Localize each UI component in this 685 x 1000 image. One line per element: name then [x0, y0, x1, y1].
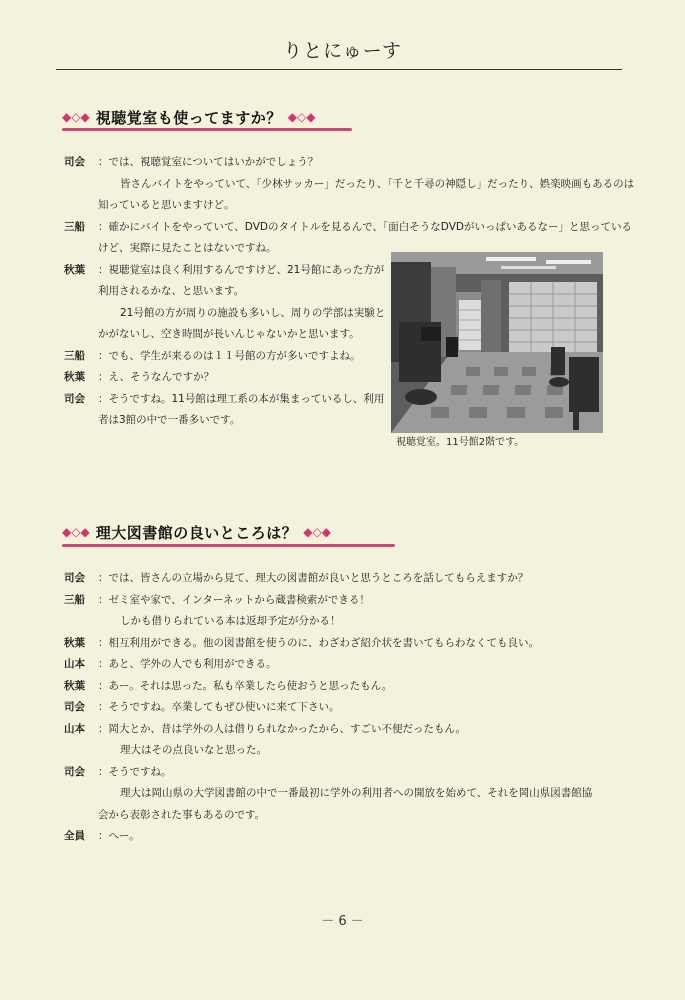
page-header-title: りとにゅーす	[283, 40, 402, 62]
dialogue-line	[64, 783, 634, 805]
speaker-name: 司会	[64, 572, 85, 584]
diamond-filled-icon: ◆	[321, 525, 331, 539]
speaker-name: 司会	[64, 392, 85, 405]
section-underline	[62, 544, 395, 547]
diamond-outline-icon: ◇	[71, 525, 81, 539]
dialogue-line	[64, 654, 634, 676]
dialogue-text: ：では、皆さんの立場から見て、理大の図書館が良いと思うところを話してもらえますか？	[98, 572, 529, 584]
diamond-filled-icon: ◆	[287, 110, 297, 124]
dialogue-text: 理大はその点良いなと思った。	[120, 744, 267, 756]
dialogue-text: 知っていると思いますけど。	[98, 199, 235, 211]
dialogue-text: ：へー。	[98, 830, 140, 842]
dialogue-text: 会から表彰された事もあるのです。	[98, 808, 266, 821]
dialogue-text: ：そうですね。	[98, 765, 172, 778]
section-title: 視聴覚室も使ってますか？	[95, 108, 282, 127]
speaker-name: 司会	[64, 765, 85, 778]
diamond-outline-icon: ◇	[312, 525, 322, 539]
dialogue-line	[64, 217, 632, 239]
diamond-filled-icon: ◆	[62, 525, 72, 539]
header-rule	[56, 69, 622, 70]
dialogue-line	[64, 152, 624, 174]
dialogue-line	[64, 590, 634, 612]
dialogue-line	[64, 719, 634, 741]
dialogue-text: 者は3館の中で一番多いです。	[98, 414, 241, 426]
section-title: 理大図書館の良いところは？	[95, 523, 298, 542]
diamond-filled-icon: ◆	[306, 110, 316, 124]
speaker-name: 三船	[64, 220, 85, 233]
section-heading-1	[62, 105, 362, 133]
dialogue-text: 皆さんバイトをやっていて、「少林サッカー」だったり、「千と千尋の神隠し」だったり、娯楽映画もあるのは	[120, 177, 635, 190]
dialogue-text: ：岡大とか、昔は学外の人は借りられなかったから、すごい不便だったもん。	[98, 722, 467, 735]
diamond-filled-icon: ◆	[62, 110, 72, 124]
dialogue-text: ：では、視聴覚室についてはいかがでしょう？	[98, 156, 319, 168]
dialogue-section-2	[64, 568, 634, 848]
dialogue-text: 理大は岡山県の大学図書館の中で一番最初に学外の利用者への開放を始めて、それを岡山県図書館協	[120, 787, 593, 799]
dialogue-line	[64, 633, 634, 655]
photo-caption: 視聴覚室。11号館2階です。	[396, 437, 525, 448]
speaker-name: 秋葉	[64, 679, 85, 692]
dialogue-text: しかも借りられている本は返却予定が分かる！	[120, 615, 341, 627]
diamond-filled-icon: ◆	[80, 110, 90, 124]
dialogue-line	[64, 195, 624, 217]
dialogue-text: かがないし、空き時間が長いんじゃないかと思います。	[98, 328, 360, 340]
dialogue-line	[64, 762, 634, 784]
dialogue-text: ：あと、学外の人でも利用ができる。	[98, 658, 277, 670]
speaker-name: 全員	[64, 830, 85, 842]
dialogue-line	[64, 740, 634, 762]
diamond-filled-icon: ◆	[80, 525, 90, 539]
dialogue-text: 利用されるかな、と思います。	[98, 285, 245, 297]
diamond-outline-icon: ◇	[296, 110, 307, 124]
speaker-name: 秋葉	[64, 263, 85, 276]
dialogue-line	[64, 697, 634, 719]
dialogue-text: ：え、そうなんですか？	[98, 371, 215, 383]
speaker-name: 山本	[64, 722, 85, 735]
dialogue-line	[64, 568, 634, 590]
speaker-name: 司会	[64, 701, 85, 713]
section-underline	[62, 128, 352, 131]
dialogue-text: けど、実際に見たことはないですね。	[98, 242, 277, 254]
dialogue-line	[64, 805, 634, 827]
dialogue-text: ：そうですね。11号館は理工系の本が集まっているし、利用	[98, 392, 385, 405]
speaker-name: 秋葉	[64, 636, 85, 649]
dialogue-text: ：視聴覚室は良く利用するんですけど、21号館にあった方が	[98, 263, 385, 276]
dialogue-text: ：ゼミ室や家で、インターネットから蔵書検索ができる！	[98, 593, 370, 606]
speaker-name: 三船	[64, 349, 85, 362]
page-number: － 6 －	[321, 914, 364, 929]
speaker-name: 秋葉	[64, 371, 85, 383]
dialogue-text: ：そうですね。卒業してもぜひ使いに来て下さい。	[98, 701, 340, 713]
av-room-photo-illustration	[391, 252, 603, 433]
speaker-name: 山本	[64, 658, 85, 670]
dialogue-line	[64, 611, 634, 633]
speaker-name: 司会	[64, 156, 85, 168]
dialogue-text: ：でも、学生が来るのは１１号館の方が多いですよね。	[98, 349, 361, 362]
dialogue-line	[64, 676, 634, 698]
dialogue-line	[64, 826, 634, 848]
section-heading-2	[62, 520, 402, 548]
dialogue-text: 21号館の方が周りの施設も多いし、周りの学部は実験と	[120, 306, 386, 319]
dialogue-text: ：相互利用ができる。他の図書館を使うのに、わざわざ紹介状を書いてもらわなくても良い。	[98, 636, 539, 649]
av-room-photo	[391, 252, 603, 433]
diamond-filled-icon: ◆	[303, 525, 313, 539]
diamond-outline-icon: ◇	[71, 110, 81, 124]
speaker-name: 三船	[64, 593, 85, 606]
dialogue-text: ：確かにバイトをやっていて、DVDのタイトルを見るんで、「面白そうなDVDがいっぱいあるなー」と思っている	[98, 220, 632, 233]
dialogue-line	[64, 174, 635, 196]
dialogue-text: ：あー。それは思った。私も卒業したら使おうと思ったもん。	[98, 679, 393, 692]
